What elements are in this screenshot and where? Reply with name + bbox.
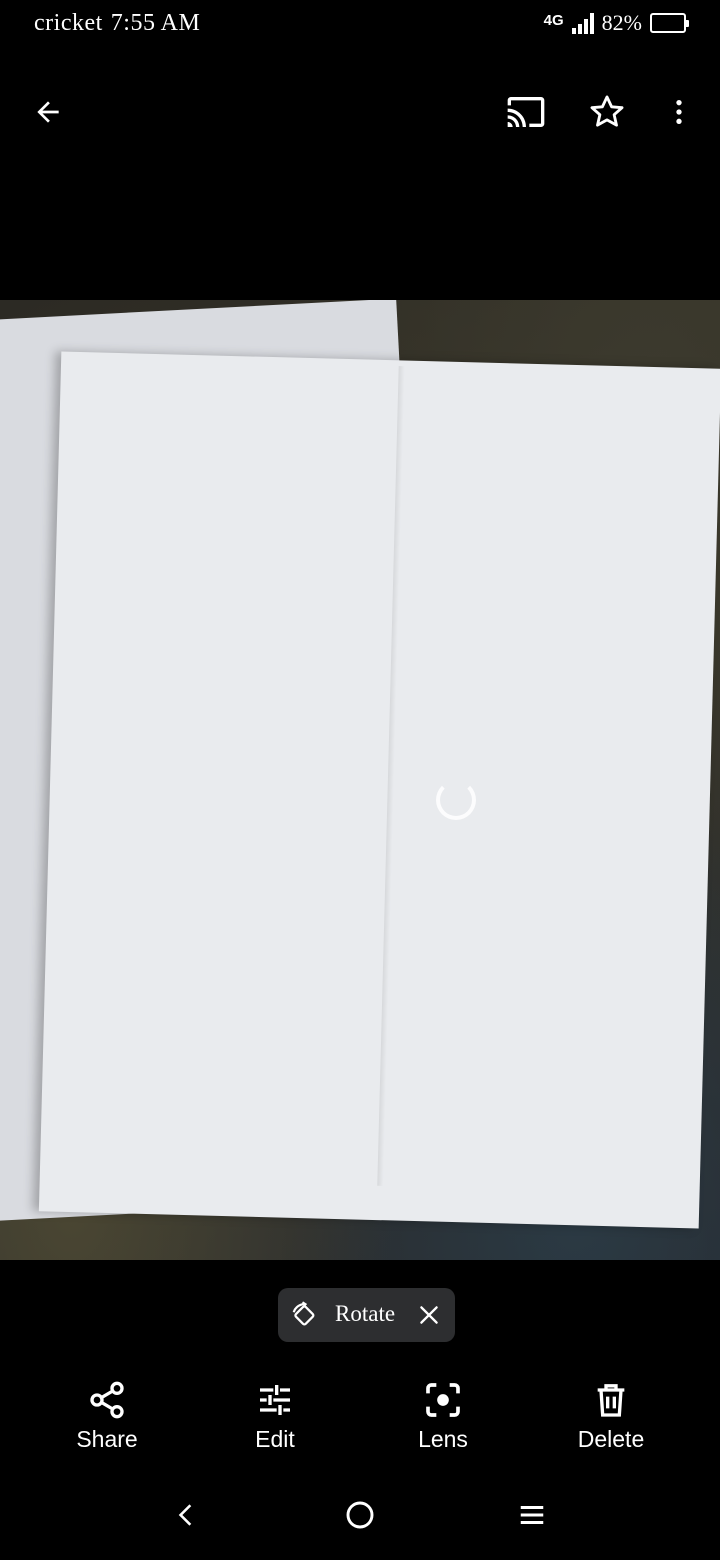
star-outline-icon [588, 93, 626, 131]
edit-label: Edit [255, 1426, 295, 1452]
lens-label: Lens [418, 1426, 468, 1452]
cast-button[interactable] [494, 80, 558, 144]
lens-button[interactable] [373, 1370, 513, 1470]
nav-recents-icon [517, 1500, 547, 1530]
share-icon [87, 1380, 127, 1420]
system-navigation-bar [0, 1480, 720, 1550]
lens-icon [423, 1380, 463, 1420]
nav-back-icon [173, 1500, 199, 1530]
close-icon[interactable] [416, 1302, 442, 1328]
delete-button[interactable] [541, 1370, 681, 1470]
more-vertical-icon [663, 96, 695, 128]
photo-viewer[interactable] [0, 300, 720, 1260]
more-options-button[interactable] [647, 80, 711, 144]
share-button[interactable] [37, 1370, 177, 1470]
rotate-suggestion-chip[interactable] [278, 1288, 455, 1342]
share-label: Share [76, 1426, 138, 1452]
signal-icon [572, 12, 594, 34]
back-button[interactable] [16, 80, 80, 144]
rotate-label: Rotate [335, 1301, 396, 1326]
rotate-icon [290, 1301, 320, 1331]
clock: 7:55 AM [110, 10, 201, 36]
cast-icon [506, 92, 546, 132]
top-app-bar [0, 80, 720, 144]
battery-percent: 82% [601, 10, 642, 35]
photo-actions-bar [0, 1370, 720, 1470]
status-bar [0, 0, 720, 52]
battery-icon [650, 13, 686, 33]
delete-label: Delete [577, 1426, 645, 1452]
trash-icon [591, 1380, 631, 1420]
favorite-button[interactable] [575, 80, 639, 144]
tune-icon [255, 1380, 295, 1420]
network-type: 4G [543, 11, 564, 29]
carrier-name: cricket [34, 10, 103, 36]
arrow-left-icon [32, 96, 64, 128]
edit-button[interactable] [205, 1370, 345, 1470]
nav-home-button[interactable] [330, 1490, 390, 1540]
nav-recents-button[interactable] [502, 1490, 562, 1540]
nav-home-icon [344, 1499, 376, 1531]
loading-spinner-icon [436, 780, 476, 820]
nav-back-button[interactable] [156, 1490, 216, 1540]
